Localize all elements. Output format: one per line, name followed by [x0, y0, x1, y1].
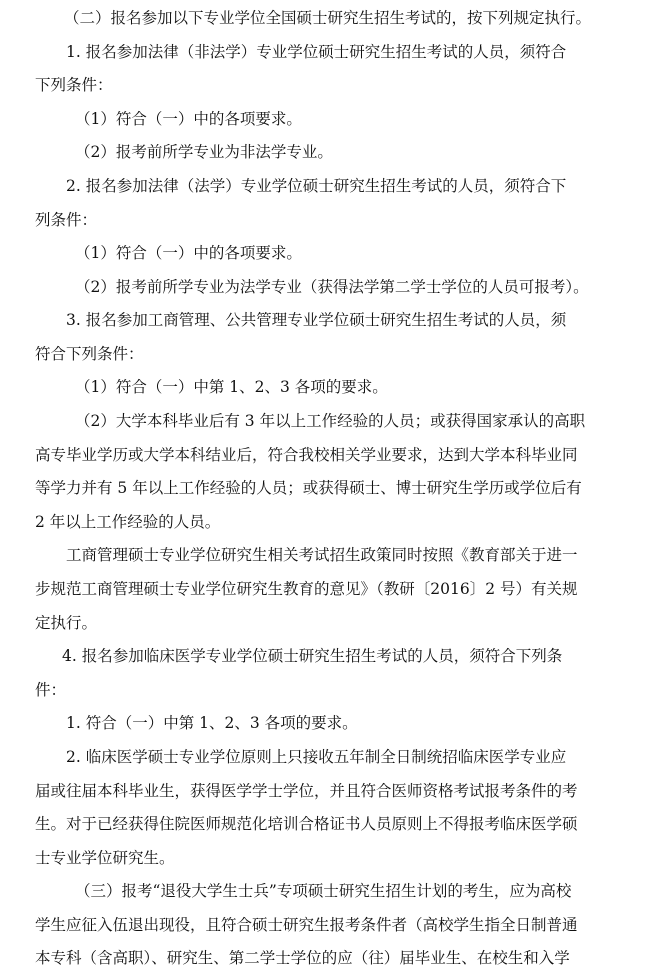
text-line: 士专业学位研究生。	[35, 849, 175, 867]
text-line: 2. 临床医学硕士专业学位原则上只接收五年制全日制统招临床医学专业应	[66, 748, 567, 766]
text-line: 本专科（含高职）、研究生、第二学士学位的应（往）届毕业生、在校生和入学	[35, 949, 570, 967]
text-line: 2. 报名参加法律（法学）专业学位硕士研究生招生考试的人员，须符合下	[66, 177, 567, 195]
text-line: 等学力并有 5 年以上工作经验的人员；或获得硕士、博士研究生学历或学位后有	[35, 479, 582, 497]
text-line: 2 年以上工作经验的人员。	[35, 513, 221, 531]
text-line: （二）报名参加以下专业学位全国硕士研究生招生考试的，按下列规定执行。	[64, 9, 592, 27]
text-line: （1）符合（一）中的各项要求。	[75, 244, 302, 262]
text-line: 学生应征入伍退出现役，且符合硕士研究生报考条件者（高校学生指全日制普通	[35, 916, 578, 934]
text-line: （三）报考“退役大学生士兵”专项硕士研究生招生计划的考生，应为高校	[75, 882, 572, 900]
text-line: 步规范工商管理硕士专业学位研究生教育的意见》（教研〔2016〕2 号）有关规	[35, 580, 578, 598]
text-line: （1）符合（一）中第 1、2、3 各项的要求。	[75, 378, 388, 396]
text-line: 届或往届本科毕业生，获得医学学士学位，并且符合医师资格考试报考条件的考	[35, 782, 578, 800]
text-line: 4. 报名参加临床医学专业学位硕士研究生招生考试的人员，须符合下列条	[62, 647, 563, 665]
text-line: 高专毕业学历或大学本科结业后，符合我校相关学业要求，达到大学本科毕业同	[35, 446, 578, 464]
text-line: 3. 报名参加工商管理、公共管理专业学位硕士研究生招生考试的人员，须	[66, 311, 567, 329]
text-line: （2）报考前所学专业为法学专业（获得法学第二学士学位的人员可报考）。	[75, 278, 589, 296]
text-line: 工商管理硕士专业学位研究生相关考试招生政策同时按照《教育部关于进一	[66, 546, 578, 564]
text-line: 列条件：	[35, 211, 98, 229]
text-line: 符合下列条件：	[35, 345, 144, 363]
text-line: 1. 报名参加法律（非法学）专业学位硕士研究生招生考试的人员，须符合	[66, 43, 567, 61]
text-line: （2）报考前所学专业为非法学专业。	[75, 143, 333, 161]
text-line: （2）大学本科毕业后有 3 年以上工作经验的人员；或获得国家承认的高职	[75, 412, 586, 430]
text-line: 下列条件：	[35, 76, 113, 94]
text-line: 生。对于已经获得住院医师规范化培训合格证书人员原则上不得报考临床医学硕	[35, 815, 578, 833]
text-line: 1. 符合（一）中第 1、2、3 各项的要求。	[66, 714, 358, 732]
text-line: （1）符合（一）中的各项要求。	[75, 110, 302, 128]
text-line: 定执行。	[35, 614, 98, 632]
text-line: 件：	[35, 681, 67, 699]
